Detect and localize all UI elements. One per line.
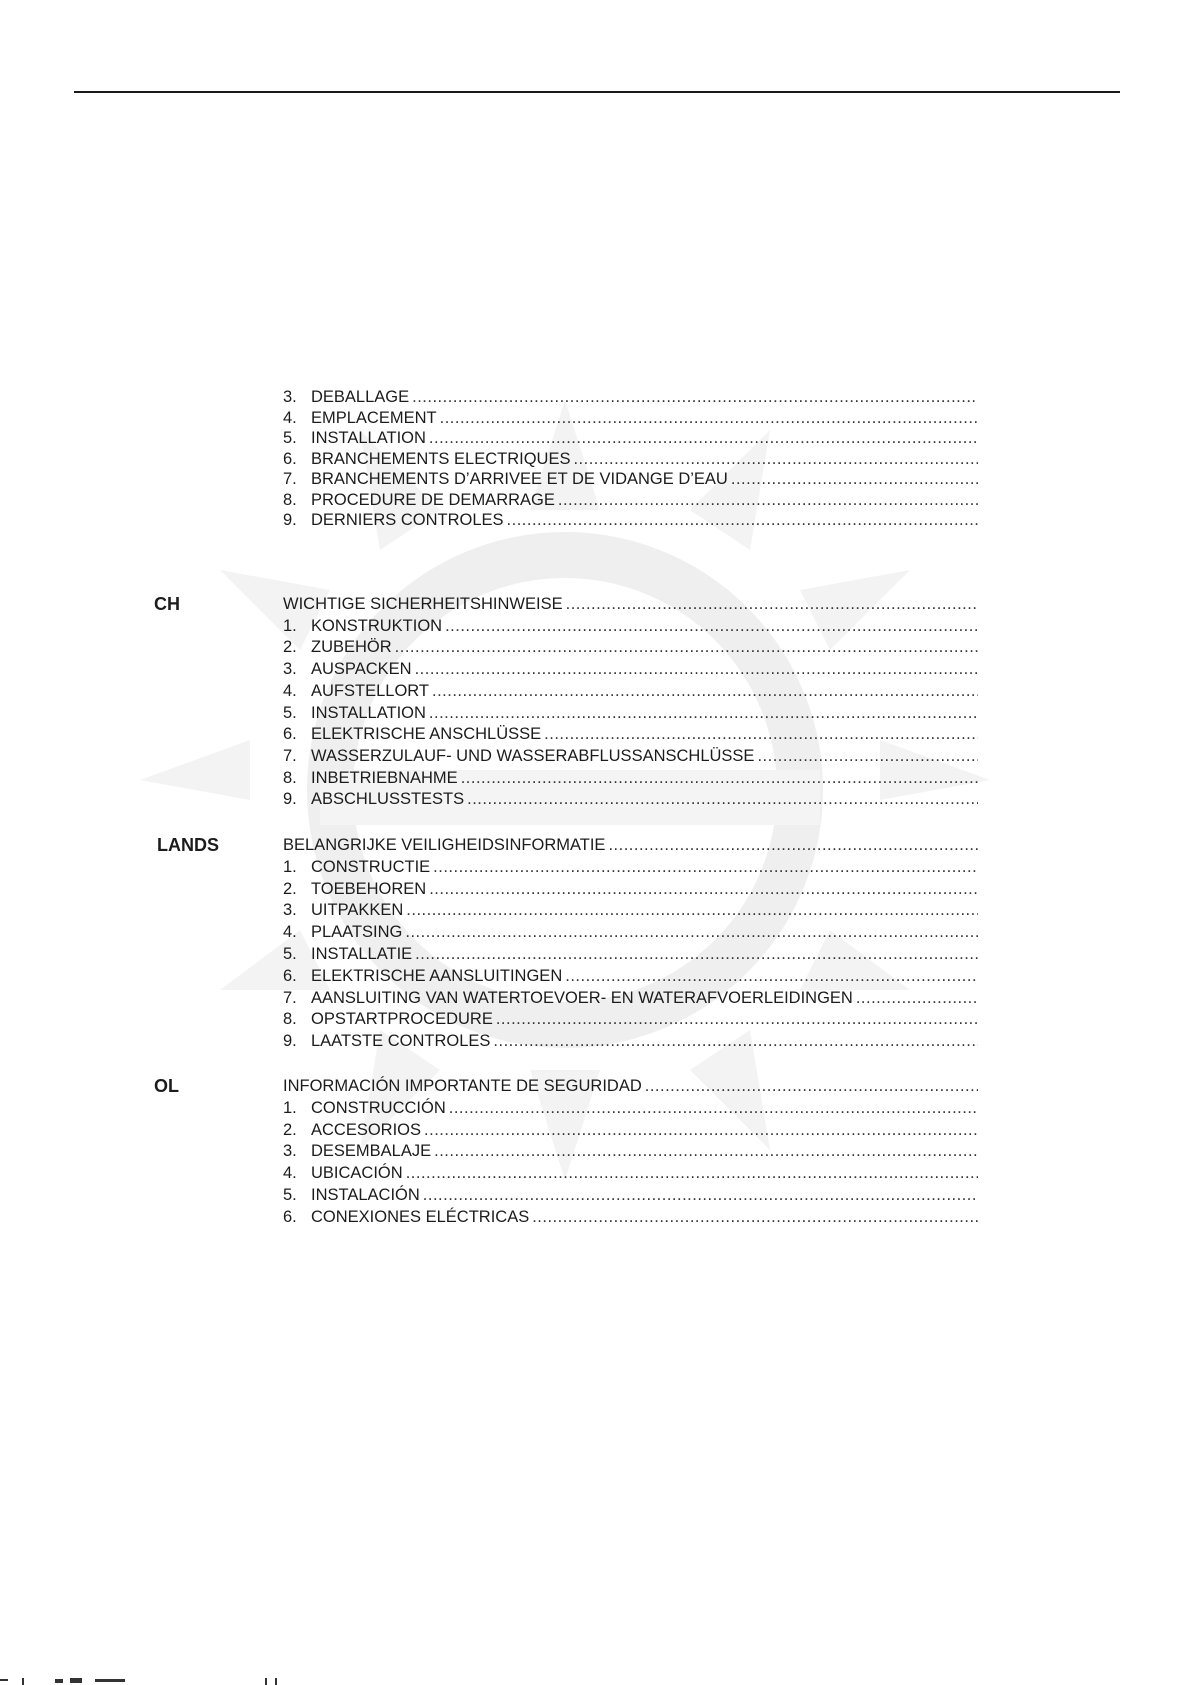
toc-entry[interactable]: 5. INSTALLATIE .....: [283, 943, 978, 965]
toc-entry[interactable]: 4. EMPLACEMENT .....: [283, 407, 978, 429]
toc-entry[interactable]: 8. INBETRIEBNAHME .....: [283, 767, 978, 789]
toc-entry[interactable]: 6. CONEXIONES ELÉCTRICAS .....: [283, 1206, 978, 1228]
toc-entry[interactable]: 3. DEBALLAGE .....: [283, 386, 978, 408]
toc-entry[interactable]: 6. ELEKTRISCHE AANSLUITINGEN .....: [283, 965, 978, 987]
toc-entry[interactable]: INFORMACIÓN IMPORTANTE DE SEGURIDAD .....: [283, 1075, 978, 1097]
printer-crop-marks: [0, 1676, 320, 1685]
toc-entry[interactable]: 5. INSTALLATION .....: [283, 427, 978, 449]
toc-entry[interactable]: 1. CONSTRUCCIÓN .....: [283, 1097, 978, 1119]
language-label: LANDS: [157, 835, 219, 855]
toc-entry[interactable]: 2. ACCESORIOS .....: [283, 1119, 978, 1141]
toc-entry[interactable]: 5. INSTALLATION .....: [283, 702, 978, 724]
toc-entry[interactable]: 5. INSTALACIÓN .....: [283, 1184, 978, 1206]
toc-entry[interactable]: 6. BRANCHEMENTS ELECTRIQUES .....: [283, 448, 978, 470]
toc-entry[interactable]: 2. ZUBEHÖR .....: [283, 636, 978, 658]
toc-entry[interactable]: WICHTIGE SICHERHEITSHINWEISE .....: [283, 593, 978, 615]
toc-entry[interactable]: 4. UBICACIÓN .....: [283, 1162, 978, 1184]
toc-entry[interactable]: 4. PLAATSING .....: [283, 921, 978, 943]
language-label: OL: [154, 1076, 179, 1096]
toc-entry[interactable]: 6. ELEKTRISCHE ANSCHLÜSSE .....: [283, 723, 978, 745]
toc-entry[interactable]: 9. ABSCHLUSSTESTS .....: [283, 788, 978, 810]
toc-entry[interactable]: 7. AANSLUITING VAN WATERTOEVOER- EN WATERAFVOERLEIDINGEN .....: [283, 987, 978, 1009]
toc-entry[interactable]: BELANGRIJKE VEILIGHEIDSINFORMATIE .....: [283, 834, 978, 856]
toc-entry[interactable]: 7. BRANCHEMENTS D’ARRIVEE ET DE VIDANGE D’EAU .....: [283, 468, 978, 490]
toc-entry[interactable]: 3. DESEMBALAJE .....: [283, 1140, 978, 1162]
toc-entry[interactable]: 1. KONSTRUKTION .....: [283, 615, 978, 637]
language-label: CH: [154, 594, 180, 614]
toc-entry[interactable]: 1. CONSTRUCTIE .....: [283, 856, 978, 878]
toc-entry[interactable]: 8. OPSTARTPROCEDURE .....: [283, 1008, 978, 1030]
toc-entry[interactable]: 3. UITPAKKEN .....: [283, 899, 978, 921]
toc-entry[interactable]: 7. WASSERZULAUF- UND WASSERABFLUSSANSCHLÜSSE .....: [283, 745, 978, 767]
toc-entry[interactable]: 2. TOEBEHOREN .....: [283, 878, 978, 900]
toc-entry[interactable]: 4. AUFSTELLORT .....: [283, 680, 978, 702]
toc-entry[interactable]: 9. DERNIERS CONTROLES .....: [283, 509, 978, 531]
header-rule: [74, 91, 1120, 93]
toc-entry[interactable]: 3. AUSPACKEN .....: [283, 658, 978, 680]
toc-entry[interactable]: 8. PROCEDURE DE DEMARRAGE .....: [283, 489, 978, 511]
toc-entry[interactable]: 9. LAATSTE CONTROLES .....: [283, 1030, 978, 1052]
